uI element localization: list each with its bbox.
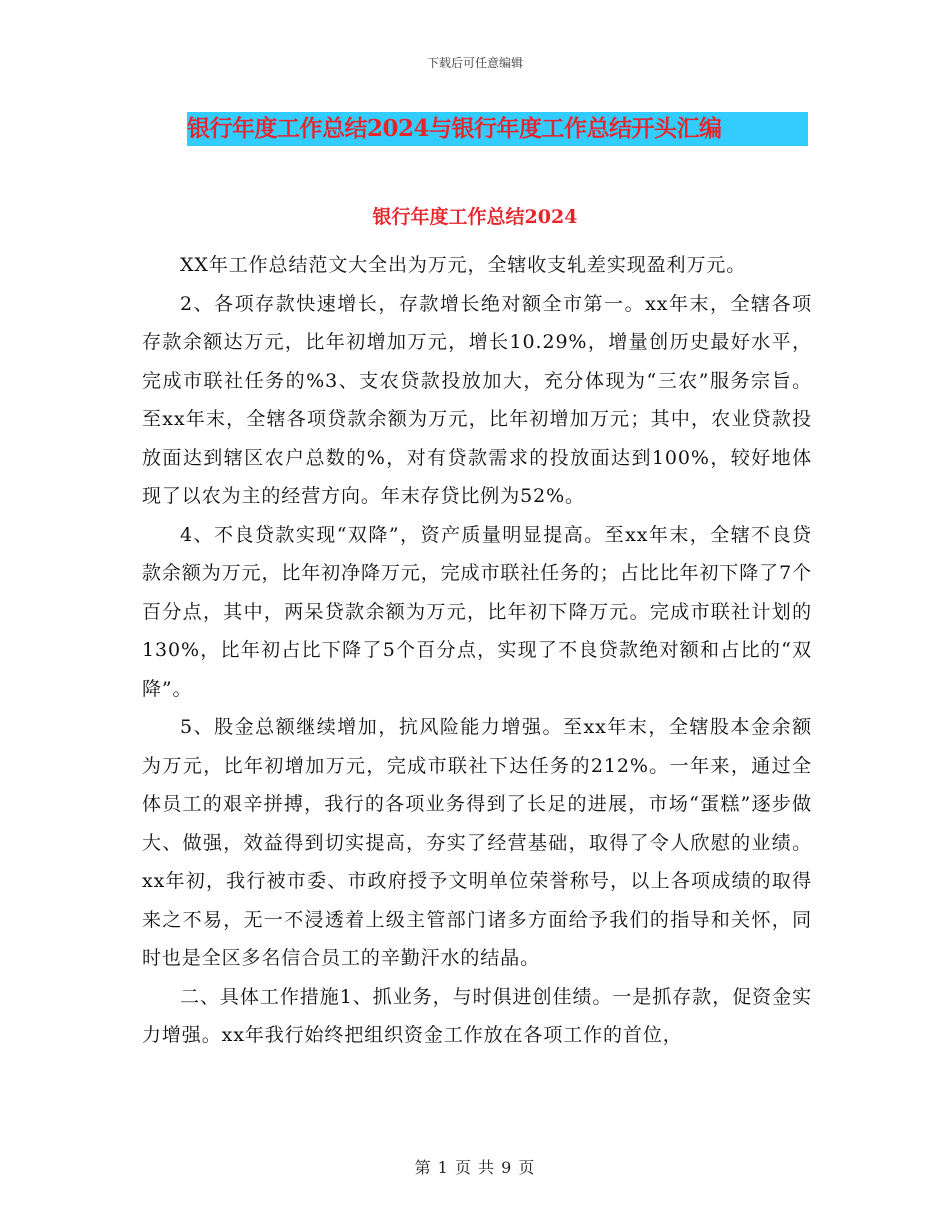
paragraph-5: 二、具体工作措施1、抓业务，与时俱进创佳绩。一是抓存款，促资金实力增强。xx年我行始终把组织资金工作放在各项工作的首位， [142,985,812,1046]
document-body [142,246,812,1055]
main-title-highlight [187,112,808,146]
paragraph-3: 4、不良贷款实现“双降”，资产质量明显提高。至xx年末，全辖不良贷款余额为万元，比年初净降万元，完成市联社任务的；占比比年初下降了7个百分点，其中，两呆贷款余额为万元，比年初下降万元。完成市联社计划的130%，比年初占比下降了5个百分点，实现了不良贷款绝对额和占比的“双降”。 [142,523,812,700]
main-title: 银行年度工作总结2024与银行年度工作总结开头汇编 [187,115,722,142]
paragraph-2: 2、各项存款快速增长，存款增长绝对额全市第一。xx年末，全辖各项存款余额达万元，比年初增加万元，增长10.29%，增量创历史最好水平，完成市联社任务的%3、支农贷款投放加大，充分体现为“三农”服务宗旨。至xx年末，全辖各项贷款余额为万元，比年初增加万元；其中，农业贷款投放面达到辖区农户总数的%，对有贷款需求的投放面达到100%，较好地体现了以农为主的经营方向。年末存贷比例为52%。 [142,292,812,507]
section-title: 银行年度工作总结2024 [372,206,578,228]
page-number-footer: 第 1 页 共 9 页 [414,1158,536,1177]
paragraph-4: 5、股金总额继续增加，抗风险能力增强。至xx年末，全辖股本金余额为万元，比年初增加万元，完成市联社下达任务的212%。一年来，通过全体员工的艰辛拼搏，我行的各项业务得到了长足的进展，市场“蛋糕”逐步做大、做强，效益得到切实提高，夯实了经营基础，取得了令人欣慰的业绩。xx年初，我行被市委、市政府授予文明单位荣誉称号，以上各项成绩的取得来之不易，无一不浸透着上级主管部门诸多方面给予我们的指导和关怀，同时也是全区多名信合员工的辛勤汗水的结晶。 [142,716,812,969]
paragraph-1: XX年工作总结范文大全出为万元，全辖收支轧差实现盈利万元。 [180,254,747,276]
page-header: 下载后可任意编辑 [426,56,523,70]
